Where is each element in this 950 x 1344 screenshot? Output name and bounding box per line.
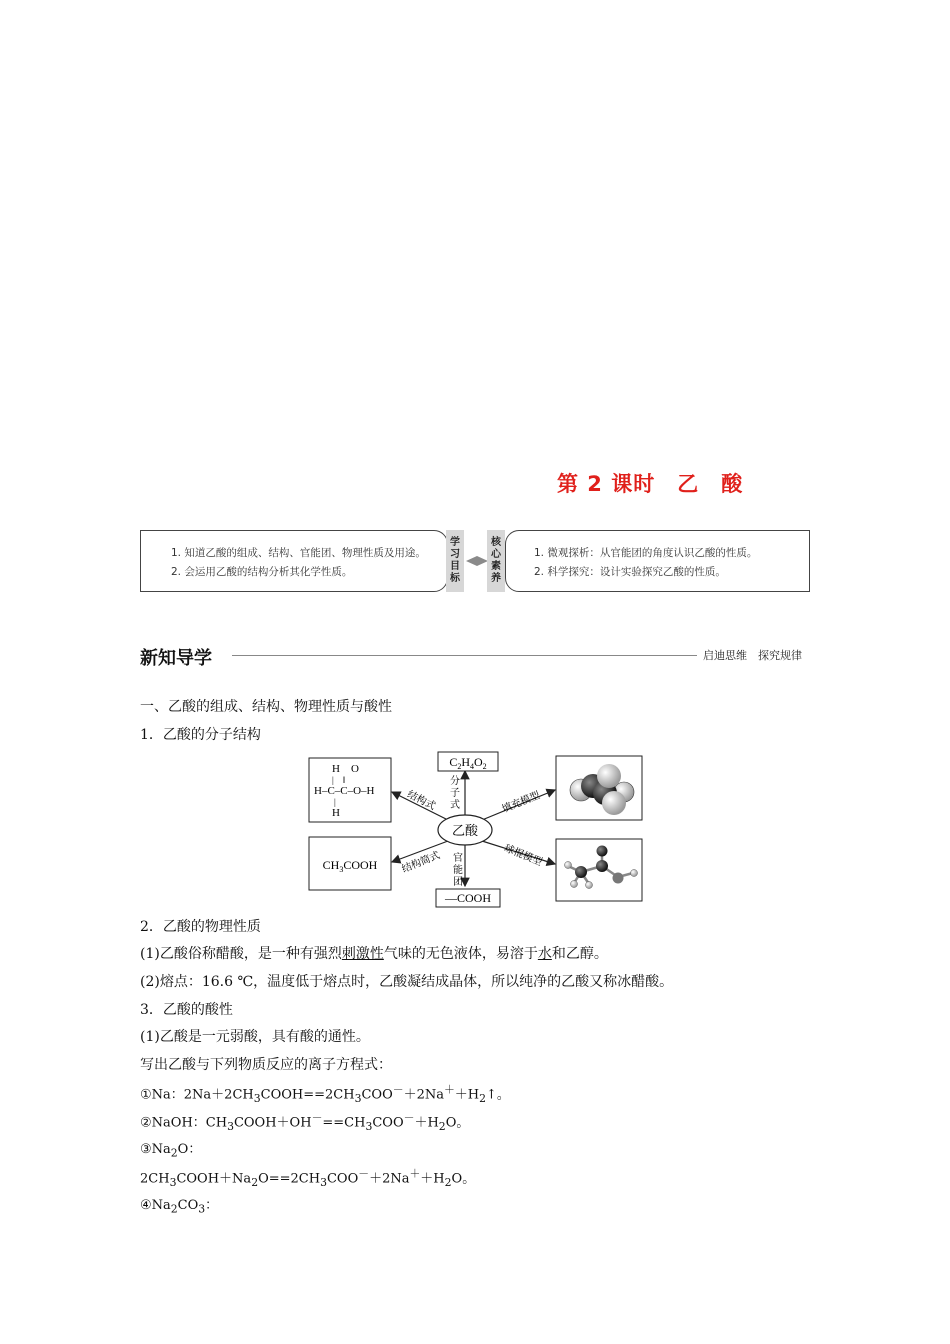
equation-na2co3-label: $④Na_2CO_3$： bbox=[140, 1198, 219, 1216]
core-literacy-box bbox=[505, 530, 810, 592]
learning-objectives-box bbox=[140, 530, 448, 592]
equation-na2o-label: $③Na_2O$： bbox=[140, 1142, 202, 1160]
heading-physical-properties: 2．乙酸的物理性质 bbox=[140, 919, 261, 935]
struct-row: H bbox=[332, 807, 340, 819]
functional-group: —COOH bbox=[444, 891, 492, 905]
section-subtitle: 启迪思维 探究规律 bbox=[703, 649, 802, 662]
objective-item: 1. 知道乙酸的组成、结构、官能团、物理性质及用途。 bbox=[171, 547, 426, 559]
label-functional: 团 bbox=[453, 877, 463, 888]
label-filling: 填充模型 bbox=[500, 790, 542, 816]
objective-item: 2. 会运用乙酸的结构分析其化学性质。 bbox=[171, 566, 353, 578]
label-ballstick: 球棍模型 bbox=[502, 843, 544, 869]
core-literacy-tag: 核 心 素 养 bbox=[487, 530, 505, 592]
struct-row: | bbox=[334, 797, 336, 807]
equation-na: ①Na：$2Na+2CH_3COOH==2CH_3COO^-+2Na^++H_2↑$。 bbox=[140, 1083, 510, 1105]
struct-row: H O bbox=[332, 763, 359, 775]
page-title: 第 2 课时 乙 酸 bbox=[557, 472, 744, 496]
acidity-statement: (1)乙酸是一元弱酸，具有酸的通性。 bbox=[140, 1029, 370, 1045]
label-structural: 结构式 bbox=[405, 789, 437, 813]
equation-naoh: ②NaOH：$CH_3COOH+OH^-==CH_3COO^-+H_2O$。 bbox=[140, 1111, 470, 1133]
label-molecular: 式 bbox=[450, 800, 460, 811]
literacy-item: 1. 微观探析：从官能团的角度认识乙酸的性质。 bbox=[534, 547, 758, 559]
label-functional: 能 bbox=[453, 865, 463, 876]
label-functional: 官 bbox=[453, 853, 463, 864]
structure-diagram bbox=[300, 748, 645, 913]
heading-acidity: 3．乙酸的酸性 bbox=[140, 1002, 233, 1018]
physical-property-1: (1)乙酸俗称醋酸，是一种有强烈刺激性气味的无色液体，易溶于水和乙醇。 bbox=[140, 946, 608, 962]
struct-row: | ‖ bbox=[332, 775, 346, 785]
equation-na2o: $2CH_3COOH+Na_2O==2CH_3COO^-+2Na^++H_2O$。 bbox=[140, 1167, 476, 1189]
molecular-formula: $C_2H_4O_2$ bbox=[449, 755, 487, 771]
simple-formula: $CH_3COOH$ bbox=[322, 858, 378, 874]
equation-prompt: 写出乙酸与下列物质反应的离子方程式： bbox=[140, 1057, 392, 1073]
heading-acetic-acid: 一、乙酸的组成、结构、物理性质与酸性 bbox=[140, 699, 392, 715]
struct-row: H–C–C–O–H bbox=[314, 785, 375, 797]
label-simple: 结构简式 bbox=[400, 850, 442, 876]
center-label: 乙酸 bbox=[451, 823, 479, 838]
heading-molecular-structure: 1．乙酸的分子结构 bbox=[140, 727, 261, 743]
diamond-divider-icon bbox=[466, 552, 488, 570]
label-molecular: 分 bbox=[450, 776, 460, 787]
learning-objectives-tag: 学 习 目 标 bbox=[446, 530, 464, 592]
label-molecular: 子 bbox=[450, 788, 460, 799]
physical-property-2: (2)熔点：16.6 ℃，温度低于熔点时，乙酸凝结成晶体，所以纯净的乙酸又称冰醋酸。 bbox=[140, 974, 674, 990]
literacy-item: 2. 科学探究：设计实验探究乙酸的性质。 bbox=[534, 566, 726, 578]
section-title: 新知导学 bbox=[140, 648, 212, 669]
section-divider bbox=[232, 655, 697, 656]
